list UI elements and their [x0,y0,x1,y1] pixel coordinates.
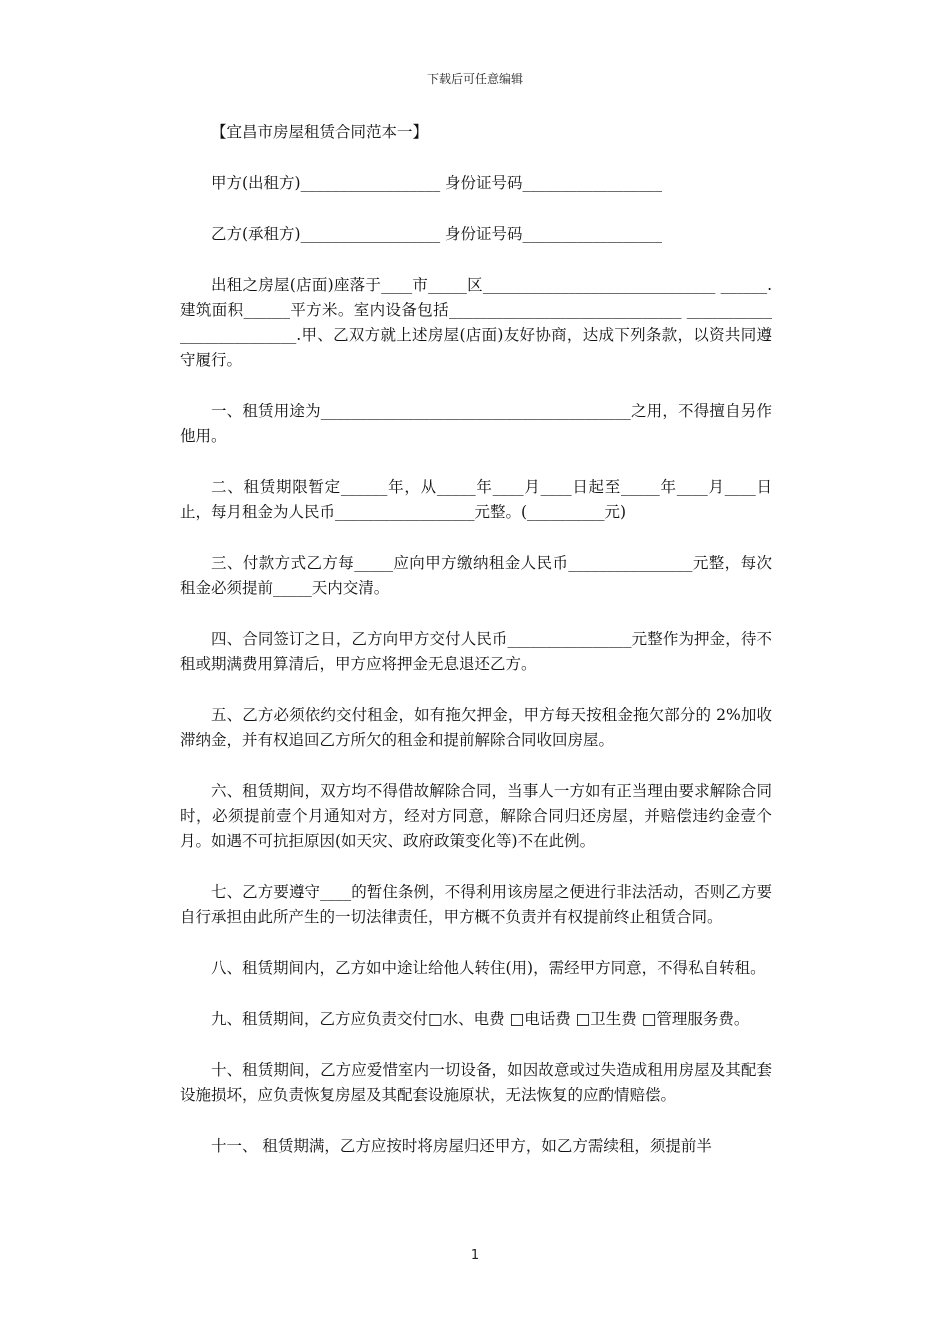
page-number: 1 [470,1248,480,1263]
clause-2: 二、租赁期限暂定______年，从_____年____月____日起至_____年____月____日止，每月租金为人民币__________________元整。(__________元) [180,478,772,521]
clause-4: 四、合同签订之日，乙方向甲方交付人民币________________元整作为押金，待不租或期满费用算清后，甲方应将押金无息退还乙方。 [180,630,772,673]
clause-9: 九、租赁期间，乙方应负责交付□水、电费 □电话费 □卫生费 □管理服务费。 [211,1010,750,1028]
clause-1: 一、租赁用途为________________________________________之用，不得擅自另作他用。 [180,402,772,445]
party-b-line: 乙方(承租方)__________________ 身份证号码__________________ [211,225,663,243]
clause-8: 八、租赁期间内，乙方如中途让给他人转住(用)，需经甲方同意，不得私自转租。 [211,959,766,977]
clause-7: 七、乙方要遵守____的暂住条例，不得利用该房屋之便进行非法活动，否则乙方要自行承担由此所产生的一切法律责任，甲方概不负责并有权提前终止租赁合同。 [180,883,772,926]
clause-11: 十一、 租赁期满，乙方应按时将房屋归还甲方，如乙方需续租，须提前半 [211,1137,712,1155]
document-body [180,120,772,1185]
party-a-line: 甲方(出租方)__________________ 身份证号码__________________ [211,174,663,192]
property-description: 出租之房屋(店面)座落于____市_____区______________________________ ______.建筑面积______平方米。室内设备包括______________________________ __________________________.甲、乙双方就上述房屋(店面)友好协商，达成下列条款，以资共同遵守履行。 [180,276,772,369]
header-note: 下载后可任意编辑 [426,72,523,86]
clause-10: 十、租赁期间，乙方应爱惜室内一切设备，如因故意或过失造成租用房屋及其配套设施损坏，应负责恢复房屋及其配套设施原状，无法恢复的应酌情赔偿。 [180,1061,772,1104]
clause-6: 六、租赁期间，双方均不得借故解除合同，当事人一方如有正当理由要求解除合同时，必须提前壹个月通知对方，经对方同意，解除合同归还房屋，并赔偿违约金壹个月。如遇不可抗拒原因(如天灾、政府政策变化等)不在此例。 [180,782,772,850]
clause-3: 三、付款方式乙方每_____应向甲方缴纳租金人民币________________元整，每次租金必须提前_____天内交清。 [180,554,772,597]
clause-5: 五、乙方必须依约交付租金，如有拖欠押金，甲方每天按租金拖欠部分的 2%加收滞纳金，并有权追回乙方所欠的租金和提前解除合同收回房屋。 [180,706,772,749]
document-title: 【宜昌市房屋租赁合同范本一】 [211,123,429,141]
